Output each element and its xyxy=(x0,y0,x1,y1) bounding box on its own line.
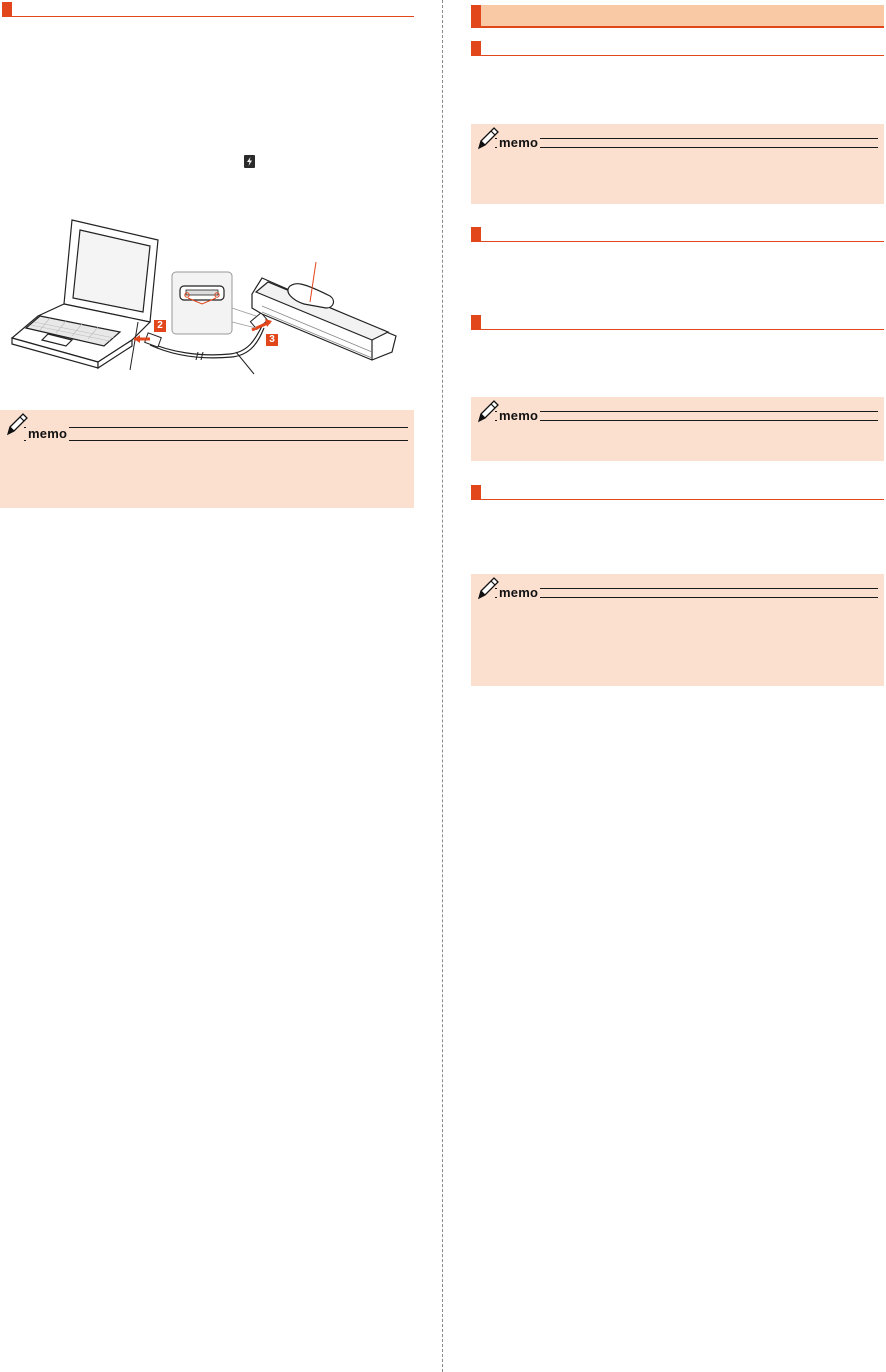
heading-marker xyxy=(471,5,481,26)
section-heading-2 xyxy=(471,227,884,242)
heading-marker xyxy=(2,2,12,16)
heading-marker xyxy=(471,315,481,329)
column-divider xyxy=(442,0,443,1372)
memo-box xyxy=(471,574,884,686)
section-heading-4 xyxy=(471,485,884,500)
section-heading-3 xyxy=(471,315,884,330)
memo-box xyxy=(471,397,884,461)
heading-marker xyxy=(471,41,481,55)
memo-label: memo xyxy=(499,408,539,423)
step-badge-2: 2 xyxy=(154,320,166,332)
laptop-illustration xyxy=(12,220,158,368)
charging-status-icon xyxy=(244,155,255,168)
section-heading-1 xyxy=(471,41,884,56)
memo-label: memo xyxy=(499,135,539,150)
heading-marker xyxy=(471,227,481,241)
step-badge-3: 3 xyxy=(266,334,278,346)
memo-box xyxy=(0,410,414,508)
phone-illustration xyxy=(252,278,396,360)
chapter-heading-bar xyxy=(471,5,884,28)
memo-label: memo xyxy=(499,585,539,600)
usb-connection-illustration xyxy=(0,212,420,382)
memo-label: memo xyxy=(28,426,68,441)
connector-detail-illustration xyxy=(172,272,256,334)
heading-marker xyxy=(471,485,481,499)
memo-box xyxy=(471,124,884,204)
section-heading-left xyxy=(2,2,414,17)
